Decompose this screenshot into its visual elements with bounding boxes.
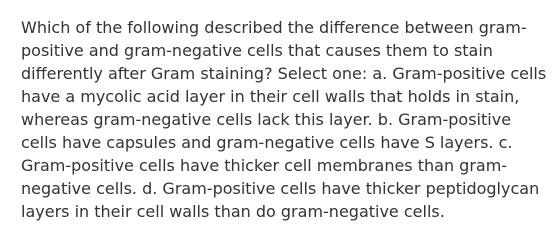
- question-line: negative cells. d. Gram-positive cells have thicker peptidoglycan: [21, 179, 540, 198]
- question-line: cells have capsules and gram-negative cells have S layers. c.: [21, 133, 513, 152]
- question-line: whereas gram-negative cells lack this layer. b. Gram-positive: [21, 110, 512, 129]
- question-line: differently after Gram staining? Select one: a. Gram-positive cells: [21, 64, 547, 83]
- question-line: positive and gram-negative cells that causes them to stain: [21, 41, 493, 60]
- question-line: Which of the following described the difference between gram-: [21, 18, 527, 37]
- question-line: layers in their cell walls than do gram-negative cells.: [21, 202, 445, 221]
- question-text: [21, 16, 546, 223]
- question-line: Gram-positive cells have thicker cell membranes than gram-: [21, 156, 508, 175]
- question-line: have a mycolic acid layer in their cell walls that holds in stain,: [21, 87, 520, 106]
